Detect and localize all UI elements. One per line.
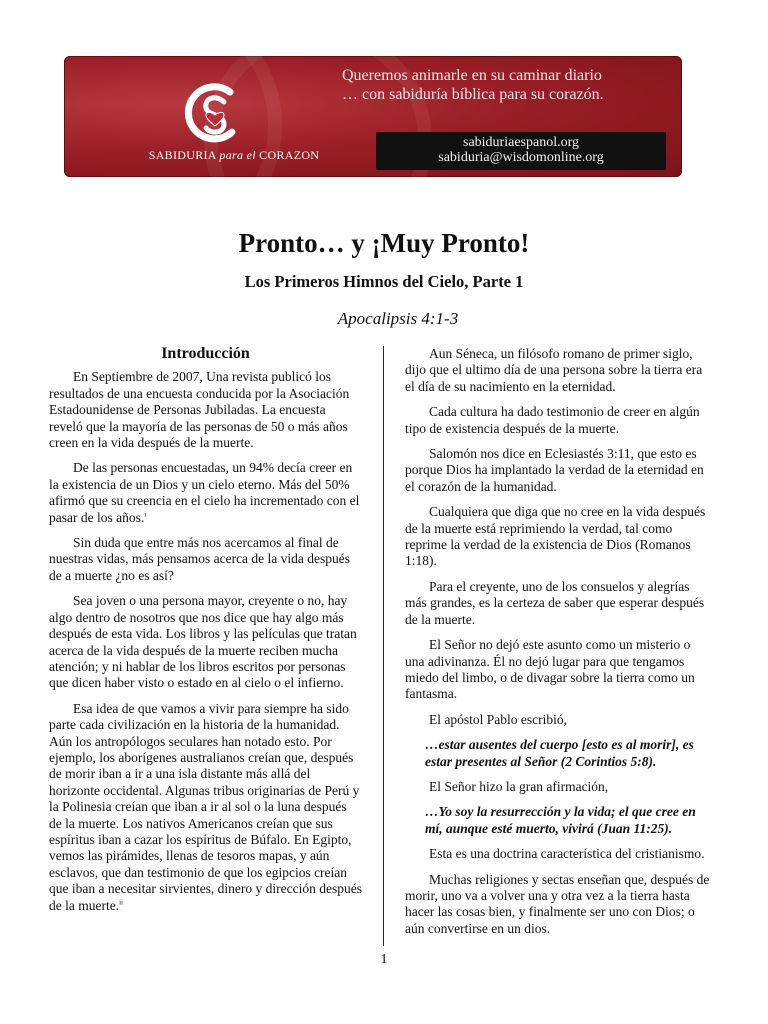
scripture-reference: Apocalipsis 4:1-3 xyxy=(337,309,459,328)
paragraph: Sea joven o una persona mayor, creyente o no, hay algo dentro de nosotros que nos dice que hay algo más después de esta vida. Los libros y las películas que tratan acerca de la vida después de la muerte reciben mucha atención; y ni hablar de los libros escritos por personas que dicen haber visto o estado en al cielo o el infierno. xyxy=(49,593,357,691)
scripture-quote: …estar ausentes del cuerpo [esto es al morir], es estar presentes al Señor (2 Corintios 5:8). xyxy=(425,737,694,769)
paragraph: Esta es una doctrina característica del cristianismo. xyxy=(429,846,705,862)
contact-box xyxy=(376,132,666,170)
email-link[interactable]: sabiduria@wisdomonline.org xyxy=(438,150,604,165)
section-heading: Introducción xyxy=(161,345,250,362)
left-column xyxy=(49,345,362,923)
paragraph: Aun Séneca, un filósofo romano de primer siglo, dijo que el ultimo día de una persona sobre la tierra era el día de su nacimiento en la eternidad. xyxy=(405,346,703,394)
website-link[interactable]: sabiduriaespanol.org xyxy=(463,135,579,150)
paragraph xyxy=(49,460,362,526)
right-column xyxy=(405,346,713,946)
paragraph: El Señor no dejó este asunto como un misterio o una adivinanza. Él no dejó lugar para que tengamos miedo del limbo, o de divagar sobre la tierra como un fantasma. xyxy=(405,637,695,702)
scripture-quote: …Yo soy la resurrección y la vida; el que cree en mí, aunque esté muerto, vivirá (Juan 11:25). xyxy=(425,804,696,836)
paragraph: Muchas religiones y sectas enseñan que, después de morir, uno va a volver una y otra vez a la tierra hasta hacer las cosas bien, y finalmente ser uno con Dios; o aún convertirse en un dios. xyxy=(405,871,710,936)
paragraph: El apóstol Pablo escribió, xyxy=(429,711,567,727)
tagline-line-1: Queremos animarle en su caminar diario xyxy=(342,67,602,84)
paragraph-text: De las personas encuestadas, un 94% decía creer en la existencia de un Dios y un cielo eterno. Más del 50% afirmó que su creencia en el cielo ha incrementado con el pasar de los años. xyxy=(49,460,360,525)
paragraph: El Señor hizo la gran afirmación, xyxy=(429,778,609,794)
page-title: Pronto… y ¡Muy Pronto! xyxy=(238,228,530,258)
page-number: 1 xyxy=(380,952,388,967)
brand-word-1: SABIDURIA xyxy=(148,148,217,162)
paragraph xyxy=(49,701,362,914)
paragraph: En Septiembre de 2007, Una revista publicó los resultados de una encuesta conducida por la Asociación Estadounidense de Personas Jubiladas. La encuesta reveló que la mayoría de las personas de 50 o más años creen en la vida después de la muerte. xyxy=(49,369,350,451)
brand-word-2: para el xyxy=(219,148,256,162)
paragraph: Sin duda que entre más nos acercamos al final de nuestras vidas, más pensamos acerca de la vida después de a muerte ¿no es así? xyxy=(49,535,351,583)
logo-icon xyxy=(182,80,248,146)
column-divider xyxy=(383,346,384,946)
footnote-marker[interactable]: ii xyxy=(119,898,123,907)
banner-tagline xyxy=(342,66,672,104)
paragraph: Salomón nos dice en Eclesiastés 3:11, que esto es porque Dios ha implantado la verdad de la eternidad en el corazón de la humanidad. xyxy=(405,446,704,494)
paragraph: Cada cultura ha dado testimonio de creer en algún tipo de existencia después de la muerte. xyxy=(405,404,700,436)
paragraph-text: Esa idea de que vamos a vivir para siempre ha sido parte cada civilización en la historia de la humanidad. Aún los antropólogos seculares han notado esto. Por ejemplo, los aborígenes australianos creían que, después de morir iban a ir a una isla distante más allá del horizonte occidental. Algunas tribus originarias de Perú y la Polinesia creían que iban a ir al sol o la luna después de la muerte. Los nativos Americanos creían que sus espíritus iban a cazar los espíritus de Búfalo. En Egipto, vemos las pirámides, llenas de tesoros mapas, y aún esclavos, que dan testimonio de que los egipcios creían que iban a necesitar sirvientes, dinero y dirección después de la muerte. xyxy=(49,700,363,913)
paragraph: Para el creyente, uno de los consuelos y alegrías más grandes, es la certeza de saber que esperar después de la muerte. xyxy=(405,578,705,627)
brand-word-3: CORAZON xyxy=(259,148,320,162)
footnote-marker[interactable]: i xyxy=(144,510,147,519)
header-banner xyxy=(64,56,682,177)
brand-name xyxy=(114,148,354,163)
page-subtitle: Los Primeros Himnos del Cielo, Parte 1 xyxy=(244,272,524,291)
tagline-line-2: … con sabiduría bíblica para su corazón. xyxy=(342,86,604,103)
paragraph: Cualquiera que diga que no cree en la vida después de la muerte está reprimiendo la verdad, tal como reprime la verdad de la existencia de Dios (Romanos 1:18). xyxy=(405,504,706,569)
